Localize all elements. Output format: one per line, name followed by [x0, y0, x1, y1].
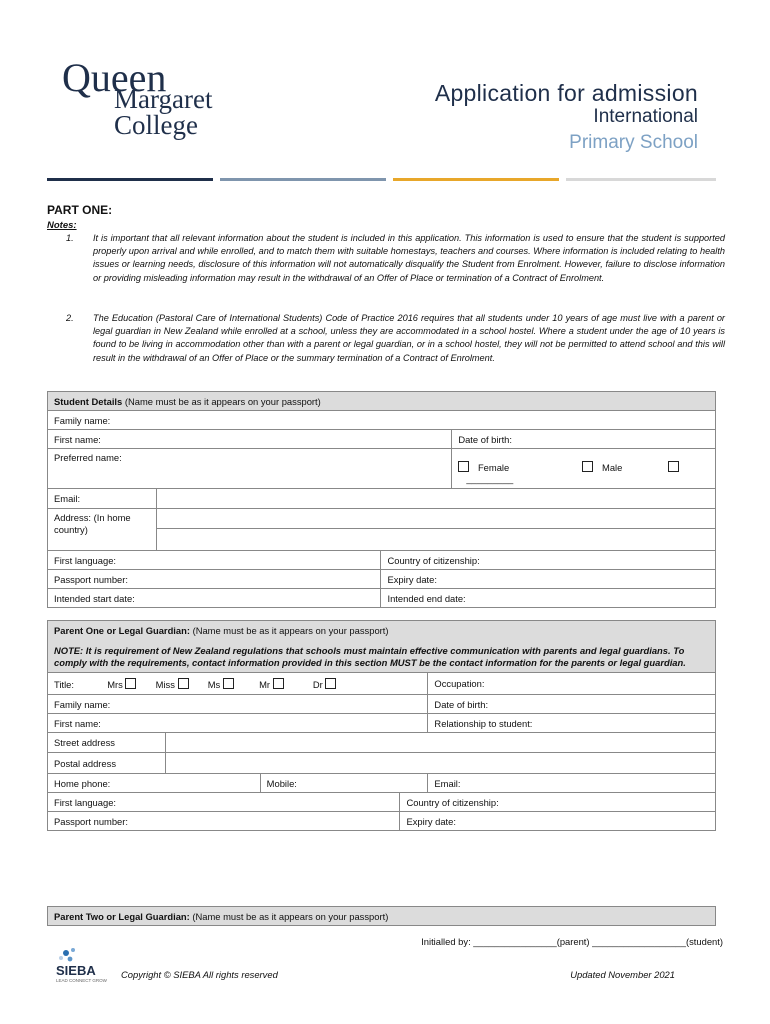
notes-label: Notes: [47, 220, 77, 231]
sieba-logo-dot-4 [68, 957, 73, 962]
parent-one-street-label [48, 733, 166, 753]
title-option-mr: Mr [259, 678, 271, 690]
page-subtitle-international: International [593, 106, 698, 127]
male-checkbox[interactable] [582, 461, 593, 472]
field-label: First name: [54, 433, 101, 445]
college-logo [62, 58, 252, 146]
student-address-label [48, 509, 157, 551]
initialled-by-line: Initialled by: ________________(parent) __________________(student) [421, 936, 723, 947]
field-label: Title: [54, 678, 74, 690]
field-label: Email: [54, 493, 81, 504]
note-number: 1. [66, 233, 74, 243]
mrs-checkbox[interactable] [125, 678, 136, 689]
parent-one-street-field[interactable] [165, 733, 715, 753]
note-text: The Education (Pastoral Care of International Students) Code of Practice 2016 requires that all students under 10 years of age must live with a parent or legal guardian in New Zealand while enrolled at a school, unless they are accommodated in a school hostel. Where a student under the age of 10 years is found to be living in accommodation other than with a parent or legal guardian, or in a school hostel, they will not be permitted to attend school and this will result in the withdrawal of an Offer of Place or the summary termination of a Contract of Enrolment. [93, 313, 725, 363]
field-label: Home phone: [54, 777, 111, 789]
field-label: Address: (In home country) [54, 512, 131, 535]
parent-one-table [47, 620, 716, 831]
field-label: Passport number: [54, 573, 128, 585]
parent-one-first-name-field[interactable] [48, 714, 428, 733]
miss-checkbox[interactable] [178, 678, 189, 689]
title-option-dr: Dr [312, 678, 323, 690]
ms-checkbox[interactable] [223, 678, 234, 689]
female-label: Female [477, 462, 510, 473]
parent-one-title: Parent One or Legal Guardian: [54, 625, 190, 636]
title-option-miss: Miss [155, 678, 175, 690]
parent-one-postal-field[interactable] [165, 753, 715, 774]
student-citizenship-field[interactable] [381, 551, 716, 570]
sieba-tagline: LEAD CONNECT GROW [56, 978, 107, 983]
title-option-mrs: Mrs [107, 678, 123, 690]
field-label: Date of birth: [458, 433, 513, 445]
field-label: Expiry date: [406, 815, 456, 827]
student-passport-field[interactable] [48, 570, 381, 589]
parent-one-expiry-field[interactable] [400, 812, 716, 831]
field-label: Postal address [54, 757, 117, 769]
field-label: Intended start date: [54, 592, 135, 604]
logo-line-3: College [114, 110, 198, 140]
divider-bar-3 [393, 178, 559, 181]
male-label: Male [602, 462, 623, 473]
updated-date: Updated November 2021 [570, 969, 675, 980]
sieba-logo-dot-2 [71, 948, 75, 952]
other-gender-checkbox[interactable] [668, 461, 679, 472]
student-end-date-field[interactable] [381, 589, 716, 608]
student-family-name-field[interactable] [48, 411, 716, 430]
parent-one-home-phone-field[interactable] [48, 774, 261, 793]
student-address-field-line1[interactable] [156, 509, 715, 529]
sieba-logo [56, 948, 116, 984]
field-label: Occupation: [434, 678, 485, 689]
field-label: Intended end date: [387, 592, 466, 604]
field-label: Country of citizenship: [387, 554, 480, 566]
parent-one-title-field [48, 673, 428, 695]
parent-one-citizenship-field[interactable] [400, 793, 716, 812]
parent-one-email-field[interactable] [428, 774, 716, 793]
page-subtitle-school: Primary School [569, 132, 698, 153]
parent-two-heading-note: (Name must be as it appears on your passport) [192, 910, 389, 922]
gender-options [452, 449, 716, 489]
logo-line-1: Queen [62, 58, 167, 100]
field-label: First name: [54, 717, 101, 729]
parent-one-relationship-field[interactable] [428, 714, 716, 733]
field-label: Passport number: [54, 815, 128, 827]
note-number: 2. [66, 313, 74, 323]
divider-bar-1 [47, 178, 213, 181]
parent-one-passport-field[interactable] [48, 812, 400, 831]
female-checkbox[interactable] [458, 461, 469, 472]
parent-one-postal-label [48, 753, 166, 774]
note-text: It is important that all relevant information about the student is included in this application. This information is used to ensure that the student is supported properly upon arrival and while enrolled, and to match them with suitable homestays, teachers and courses. Where information is included relating to health issues or learning needs, disclosure of this information will not automatically disqualify the Student from Enrolment. However, failure to disclose information or providing misleading information may result in the withdrawal of an Offer of Place or termination of a Contract of Enrolment. [93, 233, 725, 283]
logo-line-2: Margaret [114, 84, 213, 114]
copyright-notice: Copyright © SIEBA All rights reserved [121, 969, 278, 980]
student-first-name-field[interactable] [48, 430, 452, 449]
title-option-ms: Ms [207, 678, 221, 690]
field-label: Relationship to student: [434, 717, 533, 729]
sieba-logo-dot-1 [63, 950, 69, 956]
field-label: First language: [54, 554, 117, 566]
student-preferred-name-field[interactable] [48, 449, 452, 489]
student-address-field-line2[interactable] [156, 529, 715, 551]
other-gender-line: _________ [466, 473, 514, 484]
dr-checkbox[interactable] [325, 678, 336, 689]
parent-one-header [48, 621, 716, 673]
field-label: Expiry date: [387, 573, 437, 585]
parent-one-heading-note: (Name must be as it appears on your passport) [192, 625, 389, 636]
field-label: Family name: [54, 414, 111, 426]
field-label: Family name: [54, 698, 111, 710]
student-email-field[interactable] [156, 489, 715, 509]
student-details-table [47, 391, 716, 608]
student-details-note: (Name must be as it appears on your passport) [124, 395, 321, 407]
field-label: Country of citizenship: [406, 796, 499, 808]
student-details-header [48, 392, 716, 411]
field-label: Preferred name: [54, 452, 122, 463]
student-first-language-field[interactable] [48, 551, 381, 570]
sieba-name: SIEBA [56, 963, 96, 978]
field-label: Street address [54, 737, 115, 748]
parent-two-header [48, 907, 716, 926]
parent-two-title: Parent Two or Legal Guardian: [54, 910, 190, 922]
mr-checkbox[interactable] [273, 678, 284, 689]
parent-one-occupation-field[interactable] [428, 673, 716, 695]
sieba-logo-dot-3 [59, 956, 63, 960]
page-title: Application for admission [434, 80, 698, 106]
parent-one-mobile-field[interactable] [260, 774, 428, 793]
field-label: Mobile: [266, 777, 297, 789]
field-label: Date of birth: [434, 698, 489, 710]
parent-one-family-name-field[interactable] [48, 695, 428, 714]
divider-bar-4 [566, 178, 716, 181]
student-dob-field[interactable] [452, 430, 716, 449]
parent-one-requirement-note: NOTE: It is requirement of New Zealand regulations that schools must maintain effective communication with parents and legal guardians. To comply with the requirements, contact information provided in this section MUST be the contact information for the parents or legal guardian. [54, 645, 686, 668]
student-start-date-field[interactable] [48, 589, 381, 608]
student-expiry-field[interactable] [381, 570, 716, 589]
field-label: Email: [434, 777, 461, 789]
parent-one-first-language-field[interactable] [48, 793, 400, 812]
student-details-title: Student Details [54, 395, 123, 407]
student-email-label [48, 489, 157, 509]
field-label: First language: [54, 796, 117, 808]
part-one-heading: PART ONE: [47, 203, 113, 217]
parent-one-dob-field[interactable] [428, 695, 716, 714]
divider-bar-2 [220, 178, 386, 181]
parent-two-table [47, 906, 716, 926]
